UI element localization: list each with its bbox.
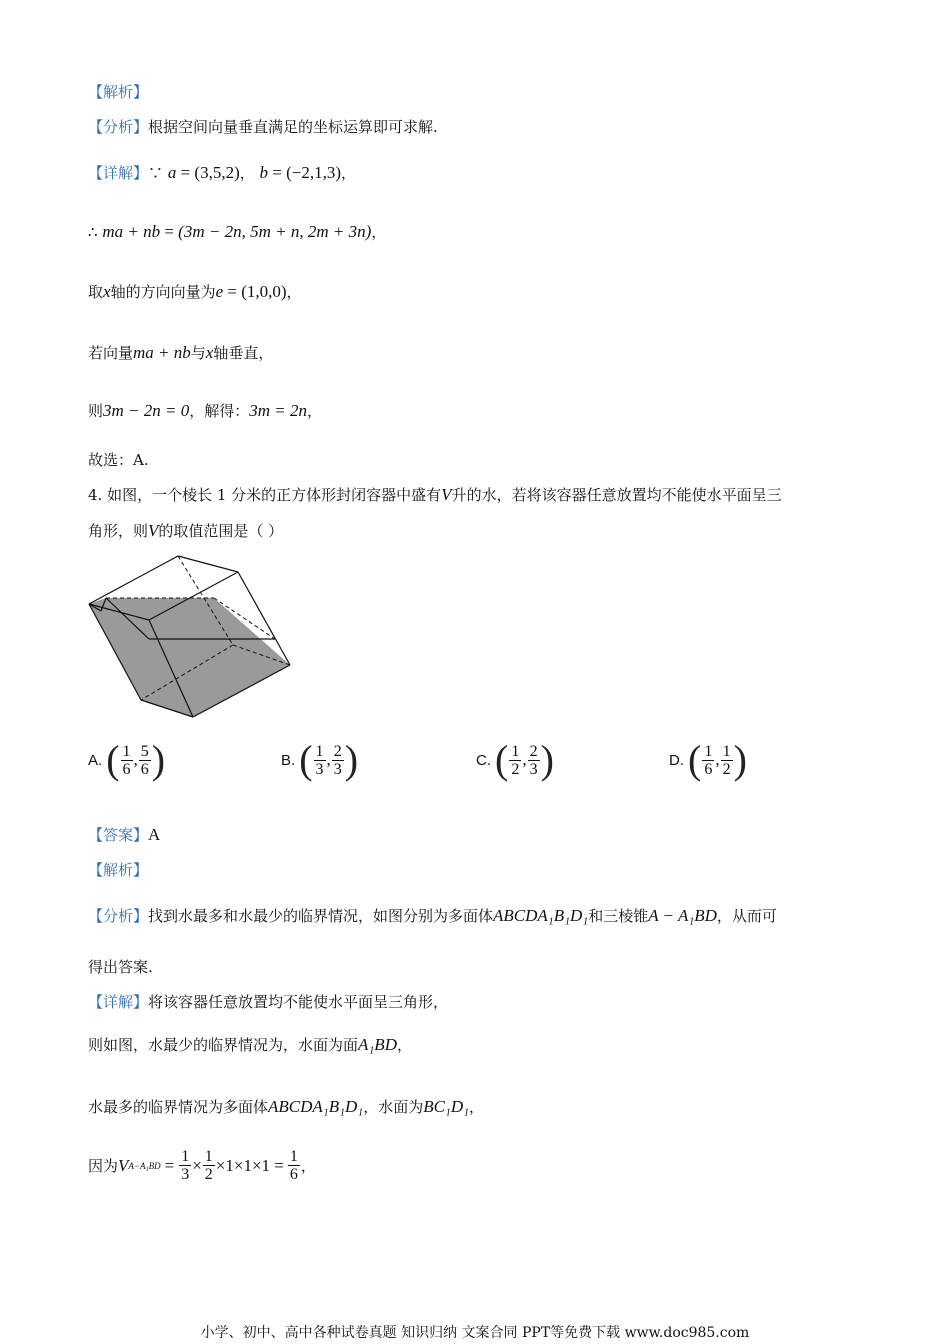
detail-line-1: 【详解】∵ a = (3,5,2)， b = (−2,1,3)，	[88, 163, 357, 182]
max-case-line: 水最多的临界情况为多面体ABCDA₁B₁D₁，水面为BC₁D₁，	[88, 1097, 485, 1116]
page-footer: 小学、初中、高中各种试卷真题 知识归纳 文案合同 PPT等免费下载 www.doc985.com	[200, 1325, 750, 1341]
analysis-line-2b: 得出答案.	[88, 958, 153, 976]
take-line: 取x轴的方向向量为e = (1,0,0)，	[88, 282, 302, 301]
if-line: 若向量ma + nb与x轴垂直，	[88, 343, 274, 362]
vector-b: b	[259, 163, 269, 182]
analysis-tag-2: 【解析】	[88, 861, 149, 879]
therefore-line: ∴ ma + nb = (3m − 2n, 5m + n, 2m + 3n)，	[88, 222, 387, 241]
option-b: B. ( $\frac{1}{3}$ , $\frac{2}{3}$ )	[281, 737, 359, 782]
answer-line	[88, 824, 160, 846]
analysis-line-1	[88, 116, 438, 138]
min-case-line: 则如图，水最少的临界情况为，水面为面A₁BD，	[88, 1035, 412, 1054]
fenxi-tag-1: 【分析】	[88, 118, 149, 136]
fenxi-text-1: 根据空间向量垂直满足的坐标运算即可求解.	[148, 118, 438, 136]
detail-tag-1: 【详解】	[88, 164, 149, 182]
vector-a: a	[167, 163, 177, 182]
option-a: A. ( $\frac{1}{6}$ , $\frac{5}{6}$ )	[88, 737, 166, 782]
then-line: 则3m − 2n = 0，解得：3m = 2n，	[88, 401, 323, 420]
option-c: C. ( $\frac{1}{2}$ , $\frac{2}{3}$ )	[476, 737, 554, 782]
sum-result: (3m − 2n, 5m + n, 2m + 3n)	[178, 222, 372, 241]
detail-line-2: 【详解】将该容器任意放置均不能使水平面呈三角形，	[88, 993, 449, 1011]
analysis-line-2: 【分析】找到水最多和水最少的临界情况，如图分别为多面体ABCDA₁B₁D₁和三棱锥A − A₁BD，从而可	[88, 906, 777, 925]
polyhedron-label: ABCDA₁B₁D₁	[493, 906, 589, 925]
answer-tag: 【答案】	[88, 826, 149, 844]
analysis-tag-1: 【解析】	[88, 83, 149, 101]
answer-value: A	[148, 825, 161, 844]
choose-line: 故选：A.	[88, 451, 149, 469]
equation-2: 3m = 2n	[249, 401, 308, 420]
vector-e-value: (1,0,0)	[241, 282, 287, 301]
equation-1: 3m − 2n = 0	[103, 401, 190, 420]
vector-a-value: (3,5,2)	[194, 163, 240, 182]
option-d: D. ( $\frac{1}{6}$ , $\frac{1}{2}$ )	[669, 737, 747, 782]
question-4-line-2: 角形，则V的取值范围是（ ）	[88, 521, 284, 540]
sum-expression: ma + nb	[102, 222, 161, 241]
pyramid-label: A − A₁BD	[648, 906, 717, 925]
volume-line: 因为 V A−A₁BD = $\frac{1}{3}$ × $\frac{1}{2}$ ×1×1×1 = $\frac{1}{6}$ ，	[88, 1148, 316, 1183]
cube-water-figure	[88, 550, 298, 725]
vector-e: e	[215, 282, 224, 301]
vector-b-value: (−2,1,3)	[286, 163, 342, 182]
because-symbol: ∵	[148, 164, 164, 182]
question-4-line-1: 4. 如图，一个棱长 1 分米的正方体形封闭容器中盛有V升的水，若将该容器任意放置均不能使水平面呈三	[88, 485, 782, 504]
